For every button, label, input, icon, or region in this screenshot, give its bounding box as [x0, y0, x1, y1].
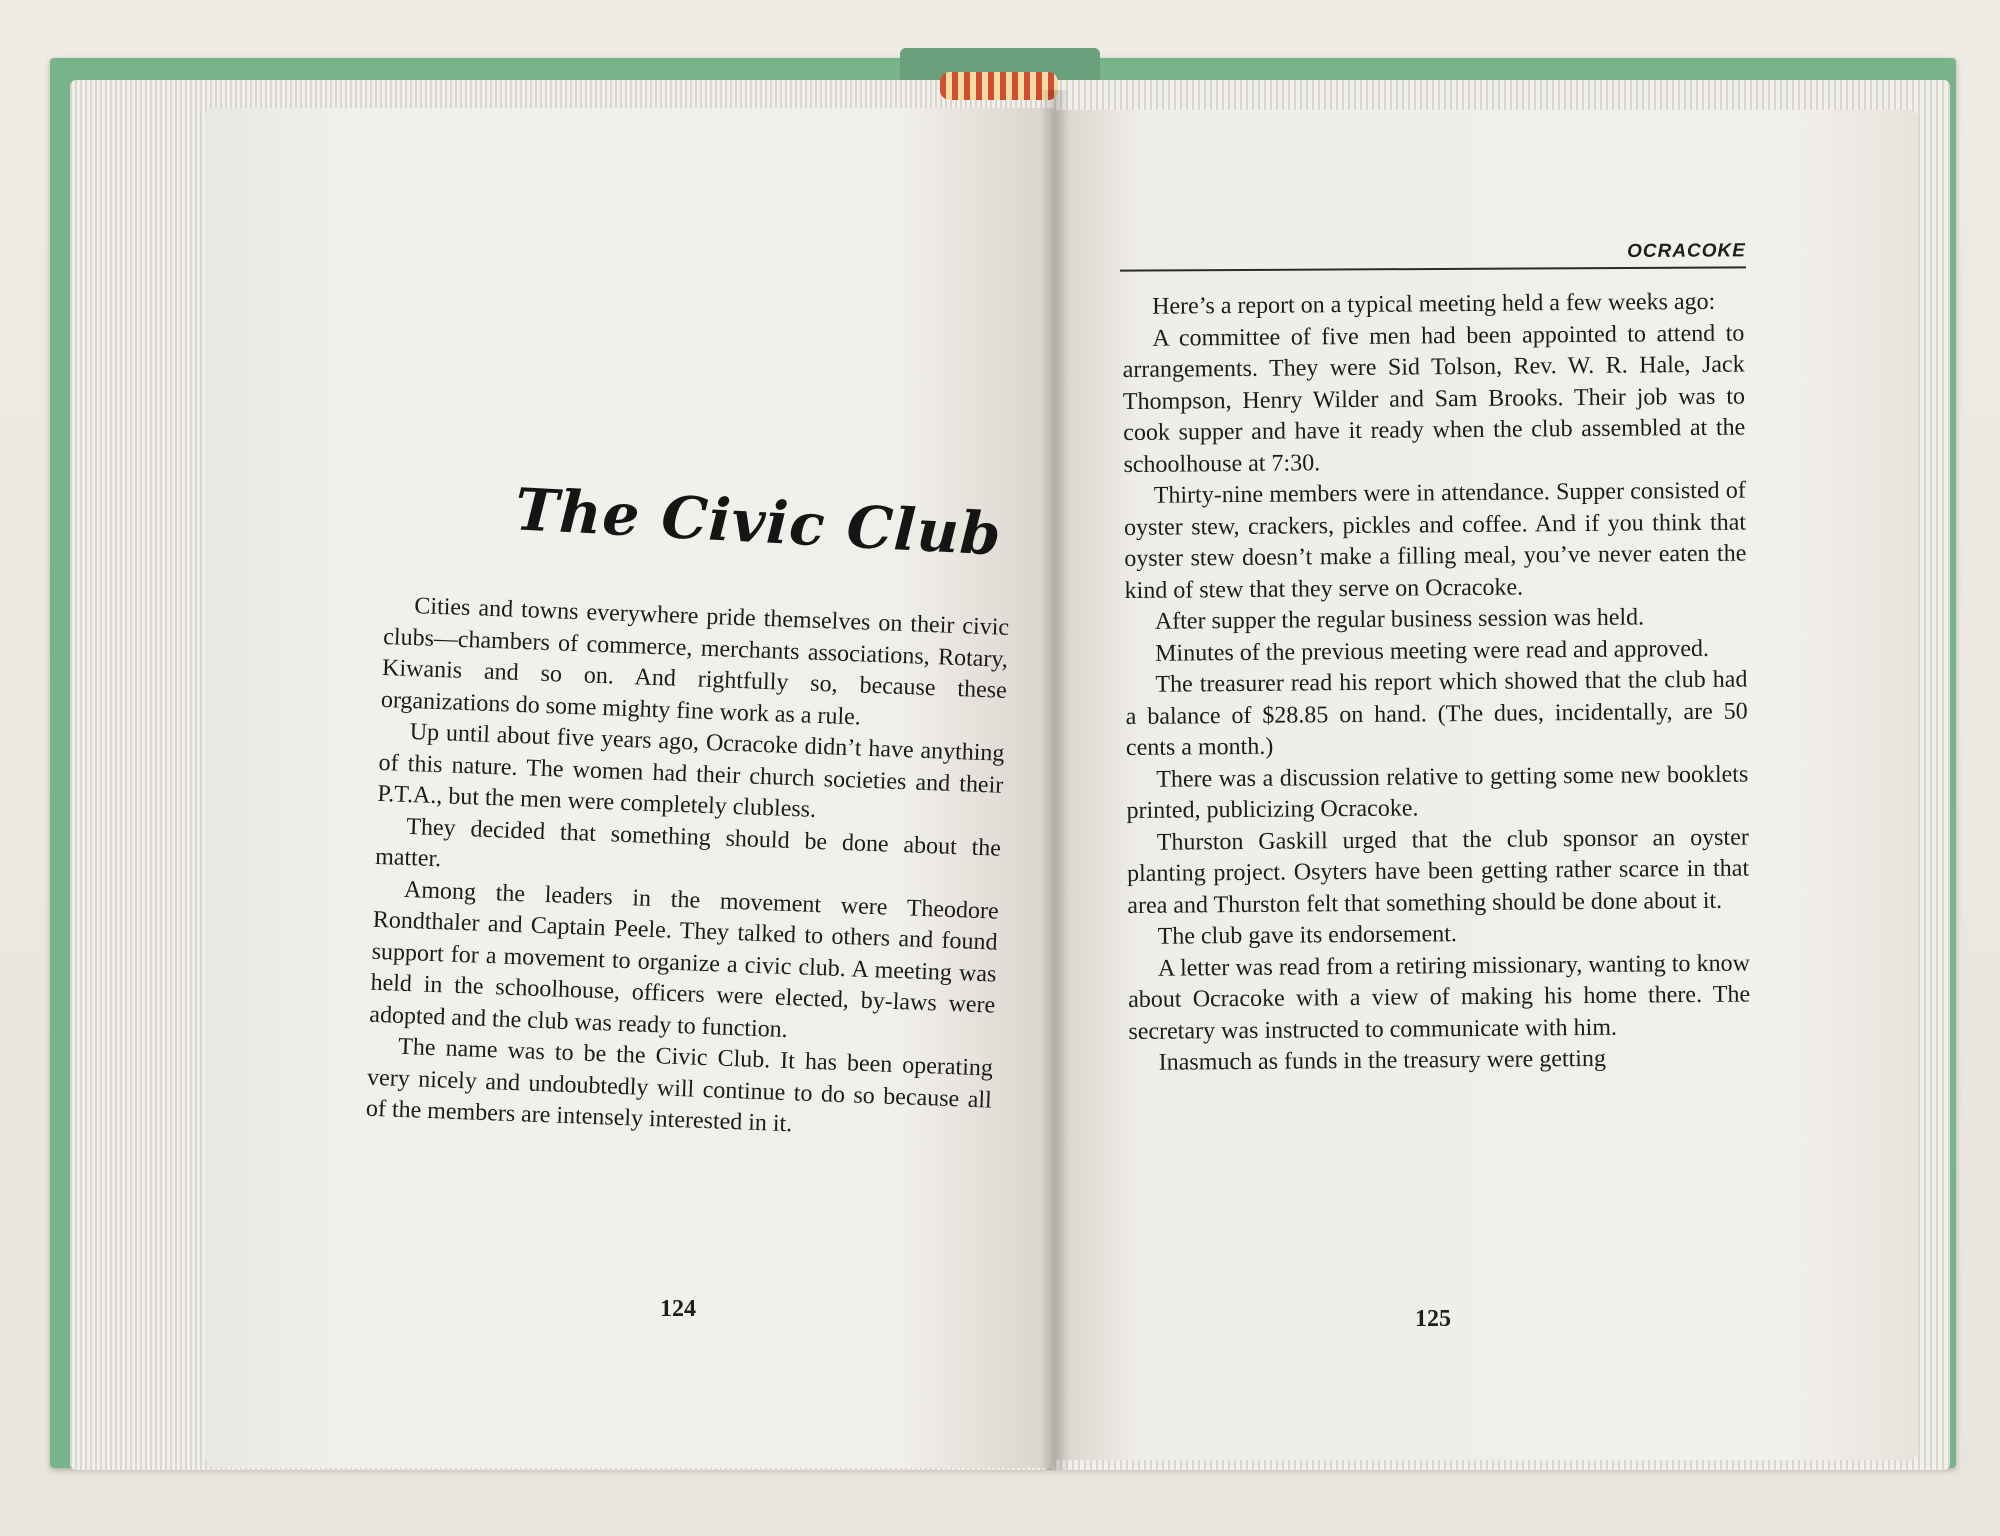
page-gutter: [1040, 90, 1070, 1470]
paragraph: Among the leaders in the movement were Theodore Rondthaler and Captain Peele. They talked to others and found support for a movement to organize a civic club. A meeting was held in the schoolhouse, officers were elected, by-laws were adopted and the club was ready to function.: [368, 876, 1000, 1043]
right-page-body: [1122, 287, 1751, 1080]
paragraph: There was a discussion relative to getting some new booklets printed, publicizing Ocracoke.: [1126, 761, 1749, 824]
paragraph: The treasurer read his report which showed that the club had a balance of $28.85 on hand. (The dues, incidentally, are 50 cents a month.): [1125, 666, 1748, 761]
left-page-body: [365, 590, 1009, 1148]
paragraph: They decided that something should be done about the matter.: [374, 813, 1002, 873]
paragraph: After supper the regular business session was held.: [1154, 604, 1645, 635]
chapter-title: The Civic Club: [513, 475, 1004, 569]
paragraph: A letter was read from a retiring missionary, wanting to know about Ocracoke with a view of making his home there. The secretary was instructed to communicate with him.: [1128, 950, 1751, 1045]
page-number-left: 124: [660, 1296, 696, 1322]
page-number-right: 125: [1415, 1306, 1451, 1332]
paragraph: Thirty-nine members were in attendance. Supper consisted of oyster stew, crackers, pickles and coffee. And if you think that oyster stew doesn’t make a filling meal, you’ve never eaten the kind of stew that they serve on Ocracoke.: [1123, 477, 1747, 604]
paragraph: Here’s a report on a typical meeting held a few weeks ago:: [1152, 288, 1716, 320]
paragraph: A committee of five men had been appointed to attend to arrangements. They were Sid Tolson, Rev. W. R. Hale, Jack Thompson, Henry Wilder and Sam Brooks. Their job was to cook supper and have it ready when the club assembled at the schoolhouse at 7:30.: [1122, 320, 1746, 478]
paragraph: Up until about five years ago, Ocracoke didn’t have anything of this nature. The women had their church societies and their P.T.A., but the men were completely clubless.: [377, 719, 1005, 823]
paragraph: The name was to be the Civic Club. It has been operating very nicely and undoubtedly will continue to do so because all of the members are intensely interested in it.: [365, 1033, 994, 1138]
paragraph: Inasmuch as funds in the treasury were getting: [1158, 1045, 1607, 1076]
paragraph: Cities and towns everywhere pride themselves on their civic clubs—chambers of commerce, merchants associations, Rotary, Kiwanis and so on. And rightfully so, because these organizations do some mighty fine work as a rule.: [380, 593, 1010, 731]
paragraph: Thurston Gaskill urged that the club sponsor an oyster planting project. Osyters have been getting rather scarce in that area and Thurston felt that something should be done about it.: [1126, 824, 1750, 919]
paragraph: The club gave its endorsement.: [1157, 921, 1457, 950]
paragraph: Minutes of the previous meeting were read and approved.: [1155, 635, 1710, 667]
running-head-text: OCRACOKE: [1627, 240, 1746, 262]
